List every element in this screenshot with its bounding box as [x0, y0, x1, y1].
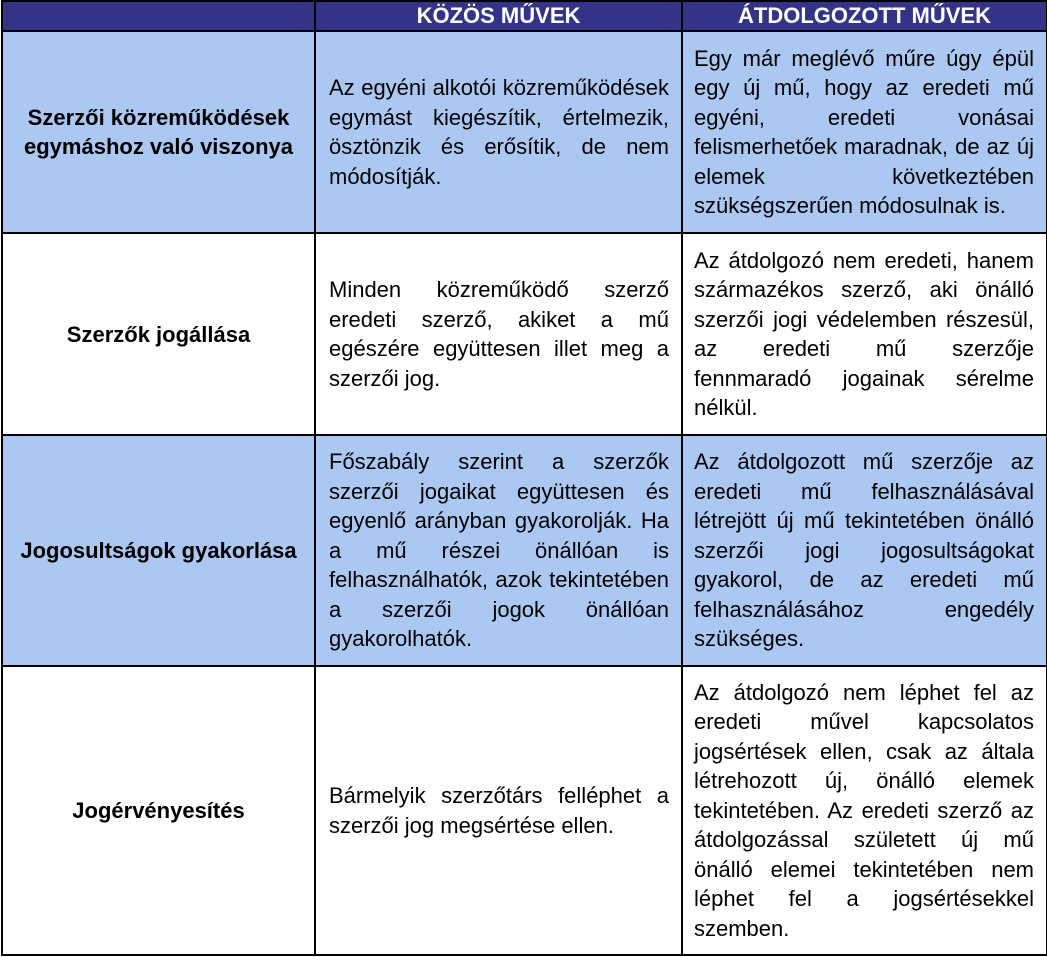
row-label: Szerzők jogállása: [2, 233, 315, 435]
header-empty-cell: [2, 1, 315, 31]
kozos-cell: Az egyéni alkotói közreműködések egymást kiegészítik, értelmezik, ösztönzik és erősítik, de nem módosítják.: [315, 31, 682, 233]
table-row: [2, 666, 1047, 955]
row-label: Szerzői közreműködések egymáshoz való viszonya: [2, 31, 315, 233]
atdolgozott-cell: Az átdolgozó nem léphet fel az eredeti művel kapcsolatos jogsértések ellen, csak az általa létrehozott új, önálló elemek tekintetében. Az eredeti szerző az átdolgozással született új mű önálló elemei tekintetében nem léphet fel a jogsértésekkel szemben.: [682, 666, 1047, 955]
comparison-table: [1, 0, 1047, 956]
table-row: [2, 233, 1047, 435]
header-atdolgozott-muvek: ÁTDOLGOZOTT MŰVEK: [682, 1, 1047, 31]
atdolgozott-cell: Az átdolgozott mű szerzője az eredeti mű felhasználásával létrejött új mű tekintetében önálló szerzői jogi jogosultságokat gyakorol, de az eredeti mű felhasználásához engedély szükséges.: [682, 435, 1047, 666]
table-row: [2, 31, 1047, 233]
atdolgozott-cell: Egy már meglévő műre úgy épül egy új mű, hogy az eredeti mű egyéni, eredeti vonásai felismerhetőek maradnak, de az új elemek következtében szükségszerűen módosulnak is.: [682, 31, 1047, 233]
header-row: [2, 1, 1047, 31]
table-row: [2, 435, 1047, 666]
row-label: Jogérvényesítés: [2, 666, 315, 955]
header-kozos-muvek: KÖZÖS MŰVEK: [315, 1, 682, 31]
atdolgozott-cell: Az átdolgozó nem eredeti, hanem származékos szerző, aki önálló szerzői jogi védelemben részesül, az eredeti mű szerzője fennmaradó jogainak sérelme nélkül.: [682, 233, 1047, 435]
row-label: Jogosultságok gyakorlása: [2, 435, 315, 666]
kozos-cell: Bármelyik szerzőtárs felléphet a szerzői jog megsértése ellen.: [315, 666, 682, 955]
kozos-cell: Főszabály szerint a szerzők szerzői jogaikat együttesen és egyenlő arányban gyakorolják. Ha a mű részei önállóan is felhasználhatók, azok tekintetében a szerzői jogok önállóan gyakorolhatók.: [315, 435, 682, 666]
kozos-cell: Minden közreműködő szerző eredeti szerző, akiket a mű egészére együttesen illet meg a szerzői jog.: [315, 233, 682, 435]
